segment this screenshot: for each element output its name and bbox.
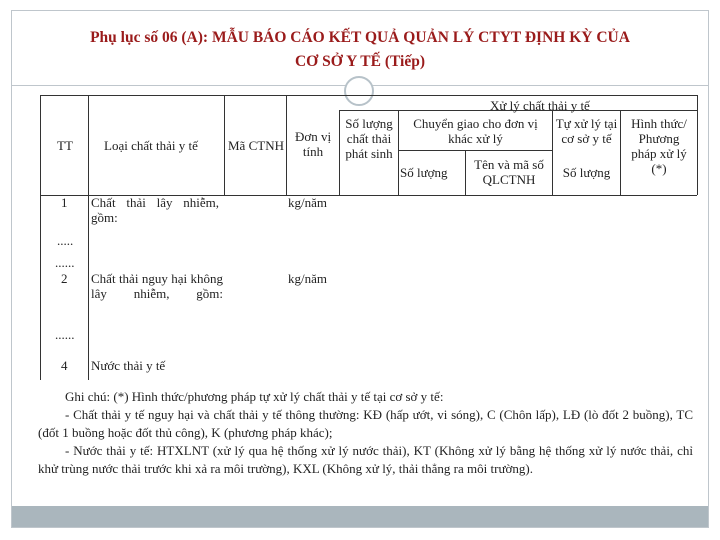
row-dots-tt: ..... — [57, 233, 74, 248]
header-so-luong-chuyen-giao: Số lượng — [400, 165, 448, 180]
title-line-2: CƠ SỞ Y TẾ (Tiếp) — [294, 53, 426, 70]
row-1-loai: Chất thải lây nhiễm, gồm: — [91, 195, 219, 225]
header-row-divider — [398, 150, 552, 151]
row-dots-tt: ...... — [55, 255, 75, 270]
row-dots-tt: ...... — [55, 327, 75, 342]
decorative-circle — [344, 76, 374, 106]
row-1-don-vi: kg/năm — [288, 195, 327, 210]
header-tu-xu-ly: Tự xử lý tại cơ sở y tế — [555, 116, 618, 146]
header-so-luong-tu-xu-ly: Số lượng — [562, 165, 611, 180]
col-divider — [88, 95, 89, 380]
note-paragraph-waste: - Chất thải y tế nguy hại và chất thải y tế thông thường: KĐ (hấp ướt, vi sóng), C (Chôn lấp), LĐ (lò đốt 2 buồng), TC (đốt 1 buồng hoặc đốt thủ công), K (phương pháp khác); — [38, 407, 693, 440]
row-4-loai: Nước thải y tế — [91, 358, 166, 373]
notes-section — [38, 388, 693, 478]
header-ma-ctnh: Mã CTNH — [228, 138, 284, 153]
header-tt: TT — [57, 138, 73, 153]
header-xu-ly: Xử lý chất thải y tế — [490, 98, 590, 113]
table-border-right — [697, 95, 698, 195]
table-border-left — [40, 95, 41, 380]
row-2-don-vi: kg/năm — [288, 271, 327, 286]
bottom-band — [12, 506, 708, 527]
note-heading: Ghi chú: (*) Hình thức/phương pháp tự xử lý chất thải y tế tại cơ sở y tế: — [65, 389, 444, 404]
header-don-vi-tinh: Đơn vị tính — [294, 129, 332, 159]
header-chuyen-giao: Chuyển giao cho đơn vị khác xử lý — [413, 116, 538, 146]
title-line-1: Phụ lục số 06 (A): MẪU BÁO CÁO KẾT QUẢ QUẢN LÝ CTYT ĐỊNH KỲ CỦA — [90, 29, 630, 46]
header-hinh-thuc: Hình thức/ Phương pháp xử lý (*) — [631, 116, 687, 176]
col-divider — [224, 95, 225, 195]
table-border-top — [40, 95, 697, 96]
header-ten-ma-so: Tên và mã số QLCTNH — [474, 157, 544, 187]
row-2-tt: 2 — [61, 271, 68, 286]
row-2-loai: Chất thải nguy hại không lây nhiễm, gồm: — [91, 271, 223, 301]
header-so-luong-phat-sinh: Số lượng chất thải phát sinh — [345, 116, 393, 161]
note-paragraph-wastewater: - Nước thải y tế: HTXLNT (xử lý qua hệ thống xử lý nước thải), KT (Không xử lý bằng hệ thống xử lý nước thải, chỉ khử trùng nước thải trước khi xả ra môi trường), KXL (Không xử lý, thải thẳng ra môi trường). — [38, 443, 693, 476]
header-loai-chat-thai: Loại chất thải y tế — [104, 138, 198, 153]
page-title — [20, 26, 700, 74]
row-4-tt: 4 — [61, 358, 68, 373]
row-1-tt: 1 — [61, 195, 68, 210]
